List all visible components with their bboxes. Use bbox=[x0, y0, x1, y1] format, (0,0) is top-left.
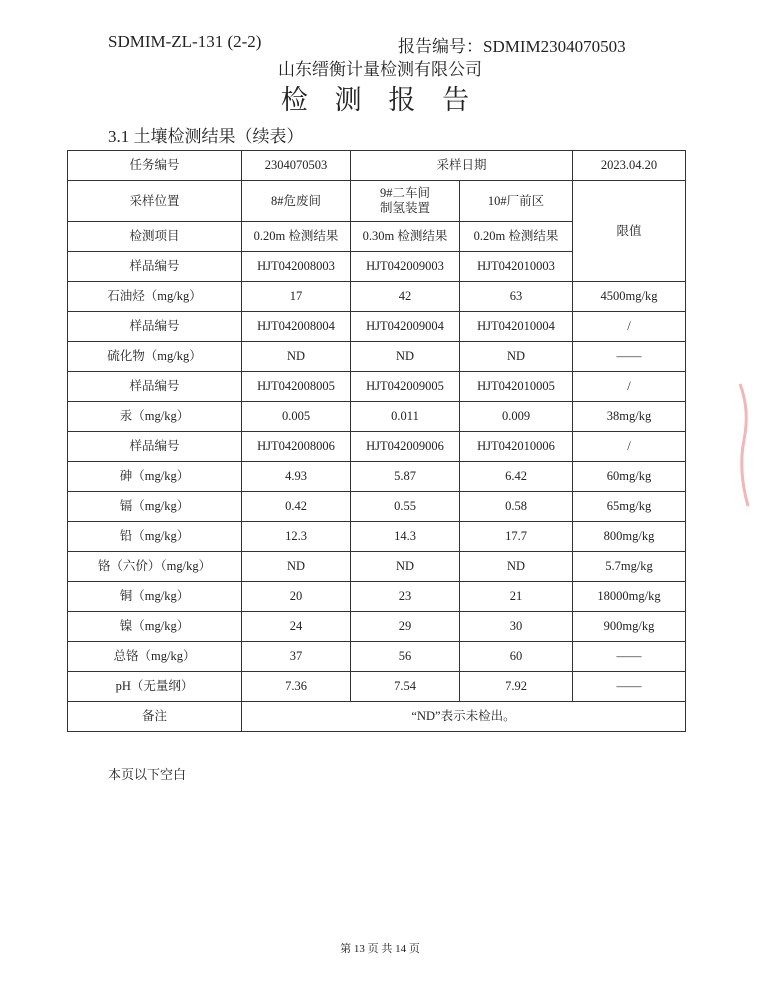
table-cell: HJT042008005 bbox=[242, 372, 351, 402]
row-label: 镍（mg/kg） bbox=[68, 612, 242, 642]
table-cell: 4.93 bbox=[242, 462, 351, 492]
table-row bbox=[68, 612, 686, 642]
table-cell: 0.011 bbox=[351, 402, 460, 432]
task-number: 2304070503 bbox=[242, 151, 351, 181]
table-cell: 37 bbox=[242, 642, 351, 672]
table-cell: 23 bbox=[351, 582, 460, 612]
table-cell: 14.3 bbox=[351, 522, 460, 552]
limit-cell: 4500mg/kg bbox=[573, 282, 686, 312]
row-label: 砷（mg/kg） bbox=[68, 462, 242, 492]
table-cell: ND bbox=[242, 552, 351, 582]
table-cell: 12.3 bbox=[242, 522, 351, 552]
table-row bbox=[68, 672, 686, 702]
footer-note: 本页以下空白 bbox=[108, 767, 187, 782]
sample-date: 2023.04.20 bbox=[573, 151, 686, 181]
table-cell: ND bbox=[242, 342, 351, 372]
task-label: 任务编号 bbox=[68, 151, 242, 181]
limit-cell: / bbox=[573, 372, 686, 402]
table-cell: HJT042010004 bbox=[460, 312, 573, 342]
table-cell: 0.009 bbox=[460, 402, 573, 432]
item-label: 检测项目 bbox=[68, 222, 242, 252]
table-cell: 20 bbox=[242, 582, 351, 612]
section-title: 3.1 土壤检测结果（续表） bbox=[108, 127, 304, 146]
table-cell: HJT042010005 bbox=[460, 372, 573, 402]
row-label: 硫化物（mg/kg） bbox=[68, 342, 242, 372]
row-label: 石油烃（mg/kg） bbox=[68, 282, 242, 312]
remark-label: 备注 bbox=[68, 702, 242, 732]
limit-cell: 5.7mg/kg bbox=[573, 552, 686, 582]
row-label: pH（无量纲） bbox=[68, 672, 242, 702]
limit-cell: 18000mg/kg bbox=[573, 582, 686, 612]
table-cell: ND bbox=[460, 552, 573, 582]
table-row bbox=[68, 702, 686, 732]
item-cell: 0.30m 检测结果 bbox=[351, 222, 460, 252]
table-cell: 0.005 bbox=[242, 402, 351, 432]
row-label: 样品编号 bbox=[68, 372, 242, 402]
row-label: 样品编号 bbox=[68, 252, 242, 282]
seal-fragment-icon bbox=[736, 380, 754, 510]
table-row bbox=[68, 582, 686, 612]
table-row bbox=[68, 282, 686, 312]
table-cell: 17.7 bbox=[460, 522, 573, 552]
sample-date-label: 采样日期 bbox=[351, 151, 573, 181]
limit-cell: / bbox=[573, 312, 686, 342]
table-cell: 24 bbox=[242, 612, 351, 642]
limit-cell: / bbox=[573, 432, 686, 462]
table-row bbox=[68, 462, 686, 492]
limit-cell: 65mg/kg bbox=[573, 492, 686, 522]
row-label: 汞（mg/kg） bbox=[68, 402, 242, 432]
table-cell: 7.92 bbox=[460, 672, 573, 702]
table-cell: 63 bbox=[460, 282, 573, 312]
table-cell: HJT042009004 bbox=[351, 312, 460, 342]
location-cell: 10#厂前区 bbox=[460, 181, 573, 222]
table-cell: 0.58 bbox=[460, 492, 573, 522]
table-row bbox=[68, 492, 686, 522]
limit-cell: 900mg/kg bbox=[573, 612, 686, 642]
company-name: 山东缙衡计量检测有限公司 bbox=[278, 60, 482, 79]
row-label: 总铬（mg/kg） bbox=[68, 642, 242, 672]
row-label: 样品编号 bbox=[68, 312, 242, 342]
limit-cell: —— bbox=[573, 642, 686, 672]
table-cell: HJT042009005 bbox=[351, 372, 460, 402]
row-label: 铜（mg/kg） bbox=[68, 582, 242, 612]
table-row bbox=[68, 151, 686, 181]
table-row bbox=[68, 372, 686, 402]
table-cell: 7.36 bbox=[242, 672, 351, 702]
table-cell: ND bbox=[351, 552, 460, 582]
report-number: 报告编号：SDMIM2304070503 bbox=[398, 37, 626, 56]
limit-cell: 60mg/kg bbox=[573, 462, 686, 492]
table-row bbox=[68, 522, 686, 552]
limit-label: 限值 bbox=[573, 181, 686, 282]
table-row bbox=[68, 342, 686, 372]
table-cell: HJT042008003 bbox=[242, 252, 351, 282]
table-cell: ND bbox=[351, 342, 460, 372]
row-label: 铬（六价）（mg/kg） bbox=[68, 552, 242, 582]
table-cell: 29 bbox=[351, 612, 460, 642]
table-cell: 0.55 bbox=[351, 492, 460, 522]
item-cell: 0.20m 检测结果 bbox=[460, 222, 573, 252]
table-cell: HJT042010003 bbox=[460, 252, 573, 282]
table-cell: 5.87 bbox=[351, 462, 460, 492]
table-cell: HJT042008006 bbox=[242, 432, 351, 462]
limit-cell: 800mg/kg bbox=[573, 522, 686, 552]
table-cell: 30 bbox=[460, 612, 573, 642]
page-title: 检 测 报 告 bbox=[280, 85, 480, 115]
limit-cell: 38mg/kg bbox=[573, 402, 686, 432]
row-label: 样品编号 bbox=[68, 432, 242, 462]
table-row bbox=[68, 552, 686, 582]
table-row bbox=[68, 642, 686, 672]
document-code: SDMIM-ZL-131 (2-2) bbox=[108, 32, 262, 51]
remark-text: “ND”表示未检出。 bbox=[242, 702, 686, 732]
table-cell: 7.54 bbox=[351, 672, 460, 702]
table-cell: HJT042009006 bbox=[351, 432, 460, 462]
row-label: 铅（mg/kg） bbox=[68, 522, 242, 552]
table-cell: 6.42 bbox=[460, 462, 573, 492]
location-cell: 8#危废间 bbox=[242, 181, 351, 222]
table-cell: HJT042008004 bbox=[242, 312, 351, 342]
table-row bbox=[68, 432, 686, 462]
location-cell: 9#二车间 制氢装置 bbox=[351, 181, 460, 222]
table-cell: ND bbox=[460, 342, 573, 372]
location-label: 采样位置 bbox=[68, 181, 242, 222]
limit-cell: —— bbox=[573, 342, 686, 372]
table-row bbox=[68, 312, 686, 342]
table-cell: HJT042010006 bbox=[460, 432, 573, 462]
limit-cell: —— bbox=[573, 672, 686, 702]
table-cell: HJT042009003 bbox=[351, 252, 460, 282]
table-cell: 56 bbox=[351, 642, 460, 672]
table-row bbox=[68, 402, 686, 432]
table-cell: 60 bbox=[460, 642, 573, 672]
table-cell: 42 bbox=[351, 282, 460, 312]
page-number: 第 13 页 共 14 页 bbox=[340, 943, 420, 955]
table-cell: 21 bbox=[460, 582, 573, 612]
table-cell: 17 bbox=[242, 282, 351, 312]
row-label: 镉（mg/kg） bbox=[68, 492, 242, 522]
table-cell: 0.42 bbox=[242, 492, 351, 522]
table-row bbox=[68, 181, 686, 222]
results-table bbox=[67, 150, 686, 732]
item-cell: 0.20m 检测结果 bbox=[242, 222, 351, 252]
